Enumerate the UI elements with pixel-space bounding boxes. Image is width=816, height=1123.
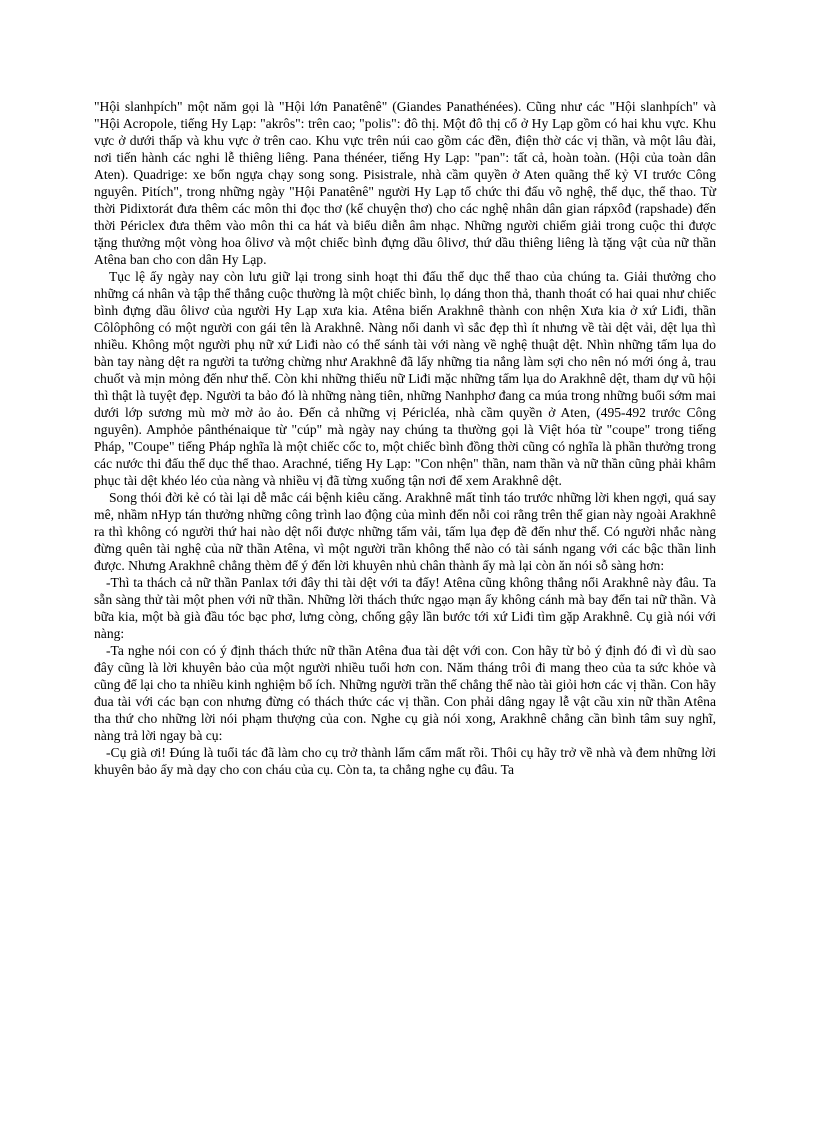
paragraph-arakhne-pride: Song thói đời kẻ có tài lại dễ mắc cái bệnh kiêu căng. Arakhnê mất tỉnh táo trước những lời khen ngợi, quá say mê, nhầm nHyp tán thưởng những công trình lao động của mình đến nỗi coi rằng trên thế gian này ngoài Arakhnê ra thì không có người thứ hai nào dệt nổi được những tấm vải, tấm lụa đẹp đẽ đến như thế. Có người nhắc nàng đừng quên tài nghệ của nữ thần Atêna, vì một người trần không thể nào có tài sánh ngang với các bậc thần linh được. Nhưng Arakhnê chẳng thèm để ý đến lời khuyên nhủ chân thành ấy mà lại còn ăn nói sỗ sàng hơn: (94, 490, 716, 573)
paragraph-dialogue-challenge: -Thì ta thách cả nữ thần Panlax tới đây thi tài dệt với ta đấy! Atêna cũng không thắng nổi Arakhnê này đâu. Ta sẵn sàng thử tài một phen với nữ thần. Những lời thách thức ngạo mạn ấy không cánh mà bay đến tai nữ thần. Và bữa kia, một bà già đầu tóc bạc phơ, lưng còng, chống gậy lần bước tới xứ Liđi tìm gặp Arakhnê. Cụ già nói với nàng: (94, 575, 716, 641)
paragraph-panathenaea-festival: "Hội slanhpích" một năm gọi là "Hội lớn Panatênê" (Giandes Panathénées). Cũng như các "Hội slanhpích" và "Hội Acropole, tiếng Hy Lạp: "akrôs": trên cao; "polis": đô thị. Một đô thị cổ ở Hy Lạp gồm có hai khu vực. Khu vực ở dưới thấp và khu vực ở trên cao. Khu vực trên núi cao gồm các đền, điện thờ các vị thần, và một lâu đài, nơi tiến hành các nghi lễ thiêng liêng. Pana thénéer, tiếng Hy Lạp: "pan": tất cả, hoàn toàn. (Hội của toàn dân Aten). Quadrige: xe bốn ngựa chạy song song. Pisistrale, nhà cầm quyền ở Aten quãng thế kỷ VI trước Công nguyên. Pitích", trong những ngày "Hội Panatênê" người Hy Lạp tổ chức thi đấu võ nghệ, thể dục, thể thao. Từ thời Pidixtorát đưa thêm các môn thi đọc thơ (kể chuyện thơ) cho các nghệ nhân dân gian rápxôđ (rapshade) đến thời Périclex đưa thêm vào môn thi ca hát và biểu diễn âm nhạc. Những người chiếm giải trong cuộc thi được tặng thưởng một vòng hoa ôlivơ và một chiếc bình đựng dầu ôlivơ, thứ dầu thiêng liêng là tặng vật của nữ thần Atêna ban cho con dân Hy Lạp. (94, 99, 716, 267)
paragraph-dialogue-reply: -Cụ già ơi! Đúng là tuổi tác đã làm cho cụ trở thành lẩm cẩm mất rồi. Thôi cụ hãy trở về nhà và đem những lời khuyên bảo ấy mà dạy cho con cháu của cụ. Còn ta, ta chẳng nghe cụ đâu. Ta (94, 745, 716, 777)
document-body (94, 98, 716, 778)
paragraph-dialogue-old-woman: -Ta nghe nói con có ý định thách thức nữ thần Atêna đua tài dệt với con. Con hãy từ bỏ ý định đó đi vì dù sao đây cũng là lời khuyên bảo của một người nhiều tuổi hơn con. Năm tháng trôi đi mang theo của ta sức khỏe và cũng để lại cho ta nhiều kinh nghiệm bổ ích. Những người trần thế chẳng thể nào tài giỏi hơn các vị thần. Con hãy đua tài với các bạn con nhưng đừng có thách thức các vị thần. Con phải dâng ngay lễ vật cầu xin nữ thần Atêna tha thứ cho những lời nói phạm thượng của con. Nghe cụ già nói xong, Arakhnê chẳng cần bình tâm suy nghĩ, nàng trả lời ngay bà cụ: (94, 643, 716, 743)
paragraph-arakhne-weaver: Tục lệ ấy ngày nay còn lưu giữ lại trong sinh hoạt thi đấu thể dục thể thao của chúng ta. Giải thưởng cho những cá nhân và tập thể thắng cuộc thường là một chiếc bình, lọ dáng thon thả, thanh thoát có hai quai như chiếc bình đựng dầu ôlivơ của người Hy Lạp xưa kia. Atêna biến Arakhnê thành con nhện Xưa kia ở xứ Liđi, thần Côlôphông có một người con gái tên là Arakhnê. Nàng nổi danh vì sắc đẹp thì ít nhưng về tài dệt vải, dệt lụa thì nhiều. Không một người phụ nữ xứ Liđi nào có thể sánh tài với nàng về nghệ thuật dệt. Nhìn những tấm lụa do bàn tay nàng dệt ra người ta tưởng chừng như Arakhnê đã lấy những tia nắng làm sợi cho nên nó mới óng ả, trau chuốt và mịn mỏng đến như thế. Còn khi những thiếu nữ Liđi mặc những tấm lụa do Arakhnê dệt, tham dự vũ hội thì thật là tuyệt đẹp. Người ta bảo đó là những nàng tiên, những Nanhphơ đang ca múa trong những buổi sớm mai dưới lớp sương mù mờ mờ ảo ảo. Đến cả những vị Péricléa, nhà cầm quyền ở Aten, (495-492 trước Công nguyên). Amphỏe pânthénaique từ "cúp" mà ngày nay chúng ta thường gọi là Việt hóa từ "coupe" trong tiếng Pháp, "Coupe" tiếng Pháp nghĩa là một chiếc cốc to, một chiếc bình đồng thời cũng có nghĩa là phần thưởng trong các nước thi đấu thể dục thể thao. Arachné, tiếng Hy Lạp: "Con nhện" thần, nam thần và nữ thần cũng phải khâm phục tài dệt khéo léo của nàng và nhiều vị đã từng xuống tận nơi để xem Arakhnê dệt. (94, 269, 716, 488)
